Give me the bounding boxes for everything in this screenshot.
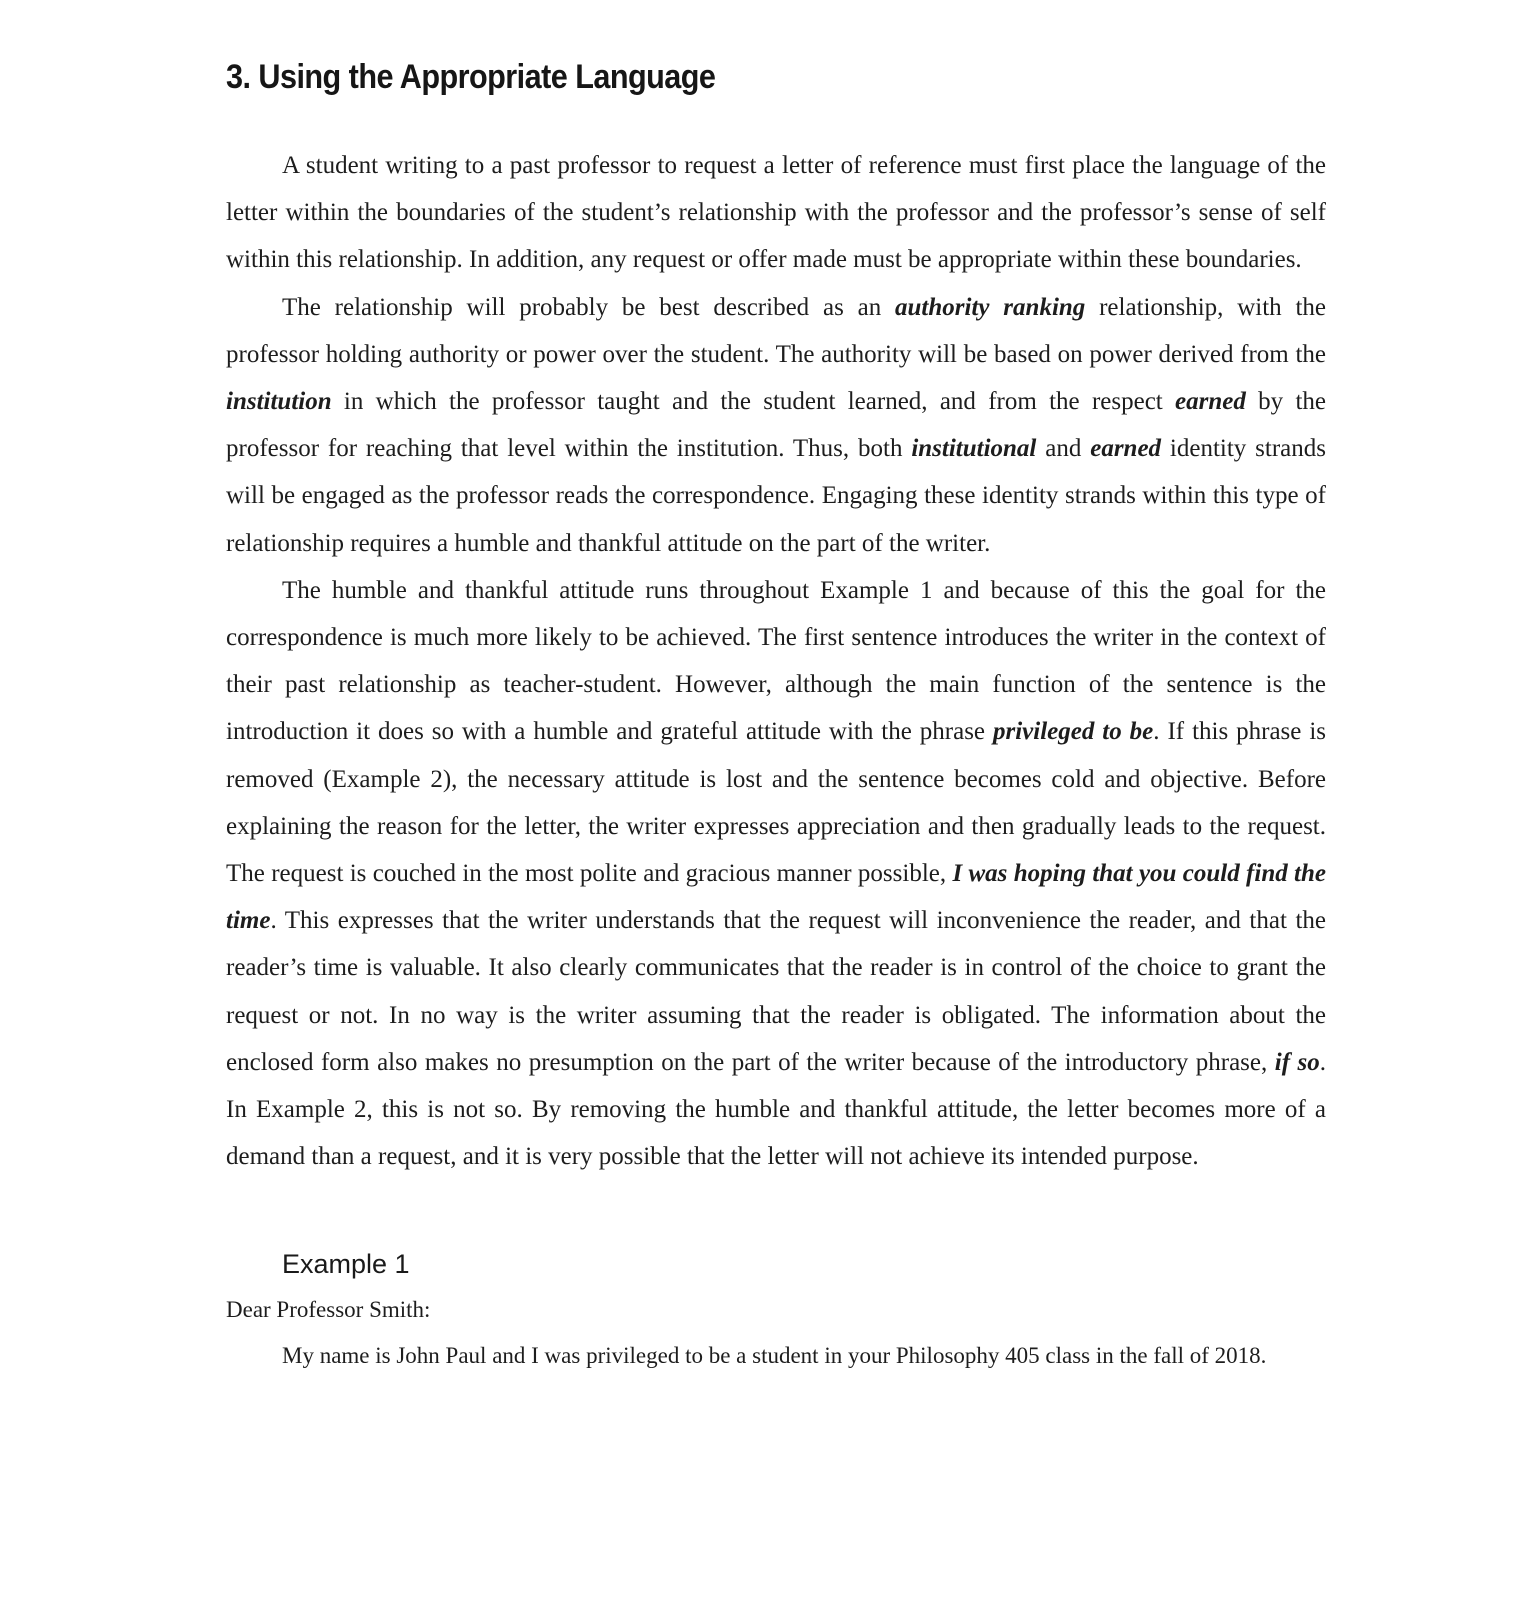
- emphasis-earned-2: earned: [1090, 435, 1162, 463]
- paragraph-2-text-2: relationship, with the professor holding authority or power over the student. The authority will be based on power derived from the: [226, 293, 1326, 368]
- paragraph-2-text-6: identity strands will be engaged as the professor reads the correspondence. Engaging these identity strands within this type of relationship requires a humble and thankful attitude on the part of the writer.: [226, 435, 1326, 557]
- document-page: [226, 56, 1326, 1372]
- paragraph-2: [226, 284, 1326, 567]
- paragraph-3-text-1: The humble and thankful attitude runs throughout Example 1 and because of this the goal for the correspondence is much more likely to be achieved. The first sentence introduces the writer in the context of their past relationship as teacher-student. However, although the main function of the sentence is the introduction it does so with a humble and grateful attitude with the phrase: [226, 576, 1326, 746]
- emphasis-earned: earned: [1175, 388, 1246, 416]
- example-heading: Example 1: [282, 1249, 410, 1280]
- emphasis-hoping-find-time: I was hoping that you could find the time: [226, 860, 1326, 935]
- paragraph-3-text-2: . If this phrase is removed (Example 2), the necessary attitude is lost and the sentence becomes cold and objective. Before explaining the reason for the letter, the writer expresses appreciation and then gradually leads to the request. The request is couched in the most polite and gracious manner possible,: [226, 718, 1326, 888]
- emphasis-privileged-to-be: privileged to be: [992, 718, 1154, 746]
- emphasis-authority-ranking: authority ranking: [895, 293, 1086, 321]
- paragraph-2-text-1: The relationship will probably be best described as an: [282, 293, 896, 321]
- paragraph-3-text-4: . In Example 2, this is not so. By removing the humble and thankful attitude, the letter becomes more of a demand than a request, and it is very possible that the letter will not achieve its intended purpose.: [226, 1048, 1327, 1171]
- paragraph-2-text-4: by the professor for reaching that level within the institution. Thus, both: [226, 388, 1326, 463]
- letter-first-line: My name is John Paul and I was privileged to be a student in your Philosophy 405 class in the fall of 2018.: [282, 1343, 1267, 1369]
- paragraph-1: [226, 142, 1326, 284]
- letter-salutation: Dear Professor Smith:: [226, 1297, 431, 1323]
- paragraph-3-text-3: . This expresses that the writer understands that the request will inconvenience the reader, and that the reader’s time is valuable. It also clearly communicates that the reader is in control of the choice to grant the request or not. In no way is the writer assuming that the reader is obligated. The information about the enclosed form also makes no presumption on the part of the writer because of the introductory phrase,: [226, 907, 1326, 1076]
- emphasis-institution: institution: [226, 388, 332, 416]
- emphasis-if-so: if so: [1274, 1048, 1320, 1076]
- paragraph-1-text: A student writing to a past professor to request a letter of reference must first place the language of the letter within the boundaries of the student’s relationship with the professor and the professor’s sense of self within this relationship. In addition, any request or offer made must be appropriate within these boundaries.: [226, 152, 1326, 274]
- paragraph-2-text-5: and: [1036, 435, 1091, 463]
- section-title: 3. Using the Appropriate Language: [226, 58, 716, 96]
- emphasis-institutional: institutional: [911, 435, 1037, 463]
- paragraph-3: [226, 567, 1326, 1181]
- paragraph-2-text-3: in which the professor taught and the student learned, and from the respect: [331, 388, 1176, 416]
